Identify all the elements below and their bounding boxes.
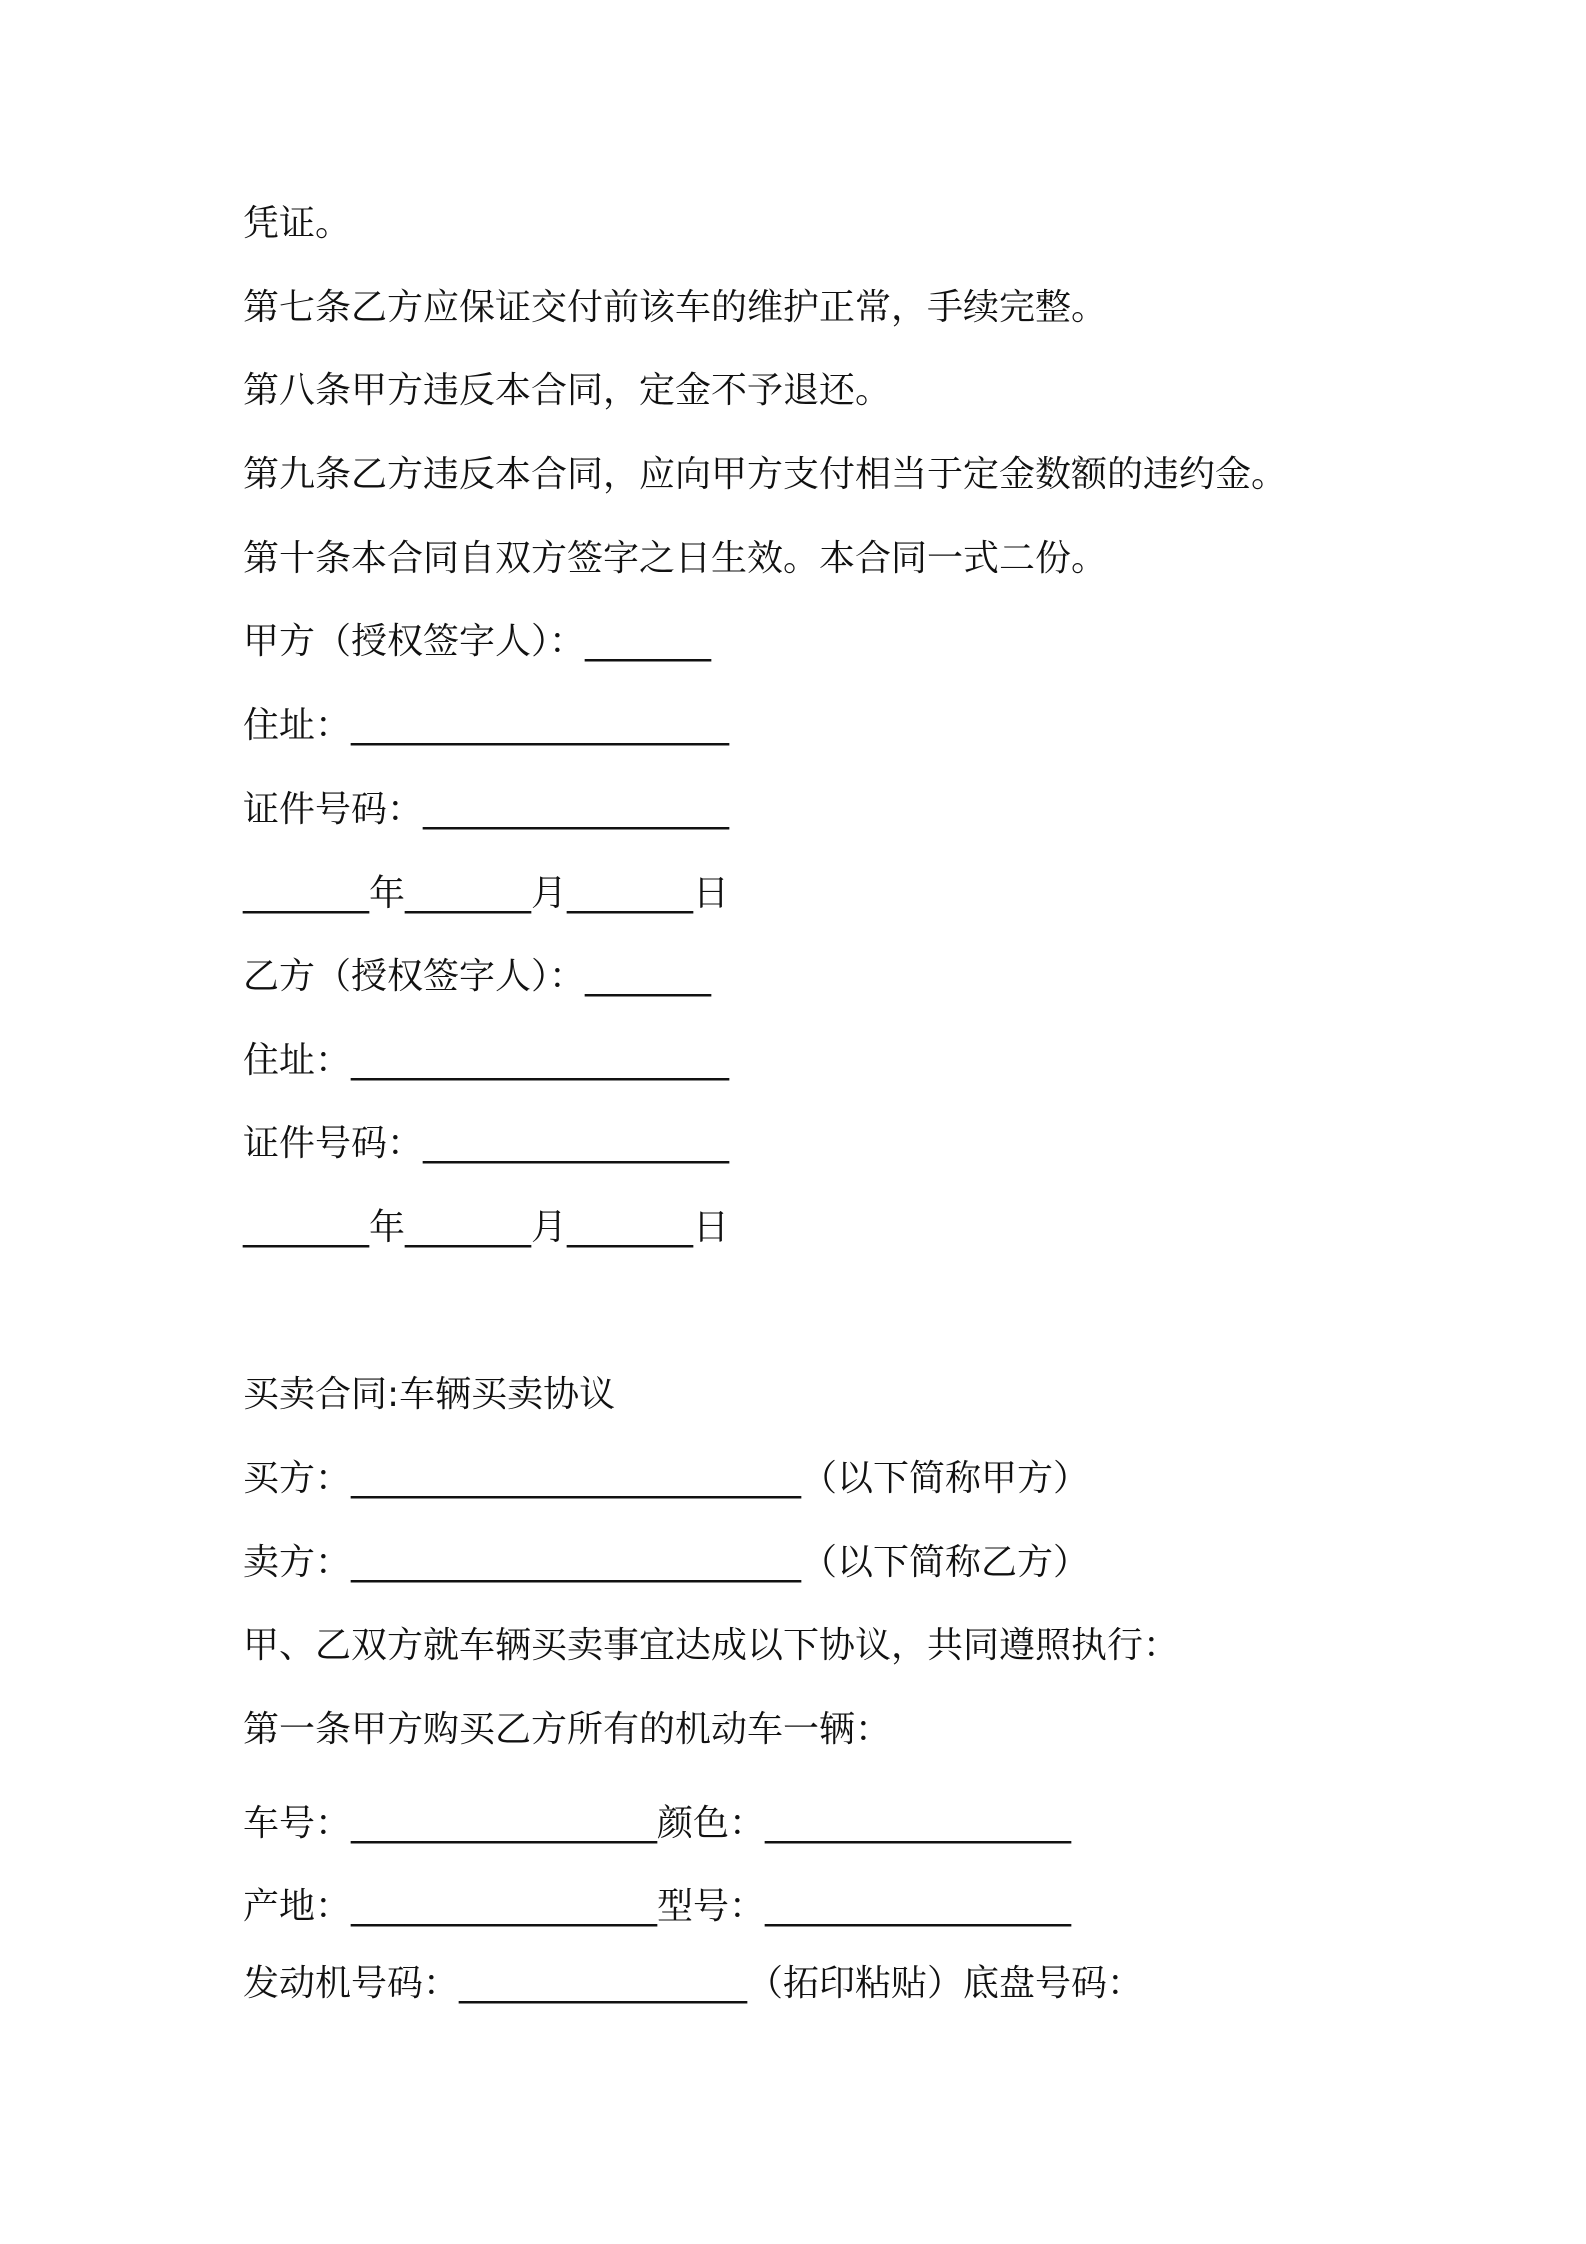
clause-8: 第八条甲方违反本合同，定金不予退还。 <box>243 370 892 411</box>
agreement-intro: 甲、乙双方就车辆买卖事宜达成以下协议，共同遵照执行： <box>243 1625 1180 1666</box>
buyer-line: 买方：_________________________（以下简称甲方） <box>243 1458 1090 1499</box>
section-heading: 买卖合同:车辆买卖协议 <box>243 1374 616 1415</box>
party-a-signatory: 甲方（授权签字人）：_______ <box>243 621 712 662</box>
vehicle-engine-chassis: 发动机号码：________________（拓印粘贴）底盘号码： <box>243 1963 1144 2004</box>
party-b-date: _______年_______月_______日 <box>243 1207 729 1248</box>
seller-line: 卖方：_________________________（以下简称乙方） <box>243 1542 1090 1583</box>
clause-10: 第十条本合同自双方签字之日生效。本合同一式二份。 <box>243 538 1108 579</box>
party-b-id-number: 证件号码：_________________ <box>243 1123 730 1164</box>
text-line-credential: 凭证。 <box>243 203 352 244</box>
party-a-address: 住址：_____________________ <box>243 705 730 746</box>
vehicle-plate-color: 车号：_________________颜色：_________________ <box>243 1803 1072 1844</box>
party-b-address: 住址：_____________________ <box>243 1040 730 1081</box>
party-a-id-number: 证件号码：_________________ <box>243 789 730 830</box>
clause-9: 第九条乙方违反本合同，应向甲方支付相当于定金数额的违约金。 <box>243 454 1288 495</box>
party-b-signatory: 乙方（授权签字人）：_______ <box>243 956 712 997</box>
vehicle-origin-model: 产地：_________________型号：_________________ <box>243 1886 1072 1927</box>
party-a-date: _______年_______月_______日 <box>243 873 729 914</box>
clause-7: 第七条乙方应保证交付前该车的维护正常，手续完整。 <box>243 287 1108 328</box>
clause-1: 第一条甲方购买乙方所有的机动车一辆： <box>243 1709 892 1750</box>
